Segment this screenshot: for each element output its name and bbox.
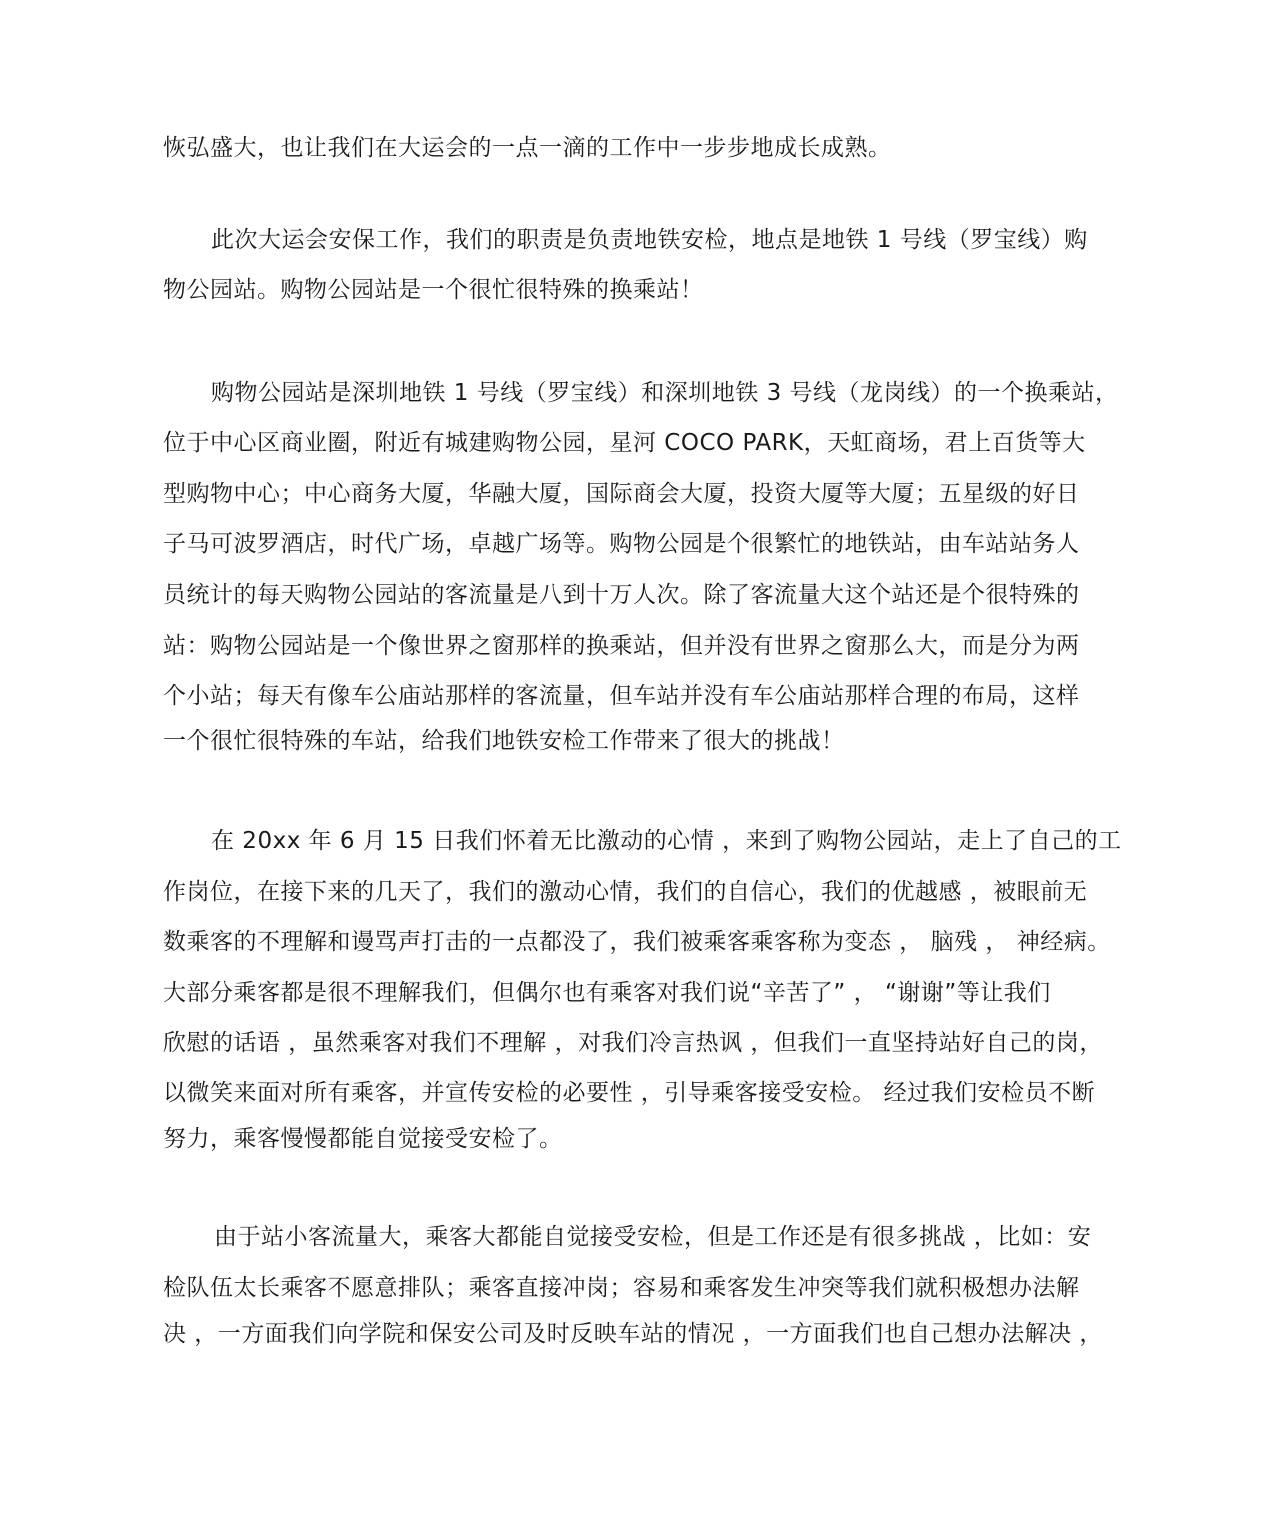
paragraph-3-line-4: 子马可波罗酒店，时代广场，卓越广场等。购物公园是个很繁忙的地铁站，由车站站务人 xyxy=(163,531,1080,557)
paragraph-2-line-1: 此次大运会安保工作，我们的职责是负责地铁安检，地点是地铁 1 号线（罗宝线）购 xyxy=(211,227,1088,253)
paragraph-4-line-1: 在 20xx 年 6 月 15 日我们怀着无比激动的心情 ，来到了购物公园站，走上了自己的工 xyxy=(211,828,1122,854)
paragraph-3-line-6: 站：购物公园站是一个像世界之窗那样的换乘站，但并没有世界之窗那么大，而是分为两 xyxy=(163,633,1080,659)
paragraph-2-line-2: 物公园站。购物公园站是一个很忙很特殊的换乘站！ xyxy=(163,277,704,303)
paragraph-4-line-7: 努力，乘客慢慢都能自觉接受安检了。 xyxy=(163,1126,563,1152)
paragraph-4-line-2: 作岗位，在接下来的几天了，我们的激动心情，我们的自信心，我们的优越感 ，被眼前无 xyxy=(163,879,1088,905)
paragraph-1-line-1: 恢弘盛大，也让我们在大运会的一点一滴的工作中一步步地成长成熟。 xyxy=(163,135,892,161)
paragraph-3-line-1: 购物公园站是深圳地铁 1 号线（罗宝线）和深圳地铁 3 号线（龙岗线）的一个换乘站， xyxy=(211,380,1119,406)
paragraph-3-line-8: 一个很忙很特殊的车站，给我们地铁安检工作带来了很大的挑战！ xyxy=(163,728,845,754)
paragraph-4-line-6: 以微笑来面对所有乘客，并宣传安检的必要性 ，引导乘客接受安检。 经过我们安检员不断 xyxy=(163,1080,1096,1106)
paragraph-3-line-7: 个小站；每天有像车公庙站那样的客流量，但车站并没有车公庙站那样合理的布局，这样 xyxy=(163,683,1080,709)
paragraph-4-line-3: 数乘客的不理解和谩骂声打击的一点都没了，我们被乘客乘客称为变态 ， 脑残 ， 神经病。 xyxy=(163,929,1111,955)
paragraph-3-line-5: 员统计的每天购物公园站的客流量是八到十万人次。除了客流量大这个站还是个很特殊的 xyxy=(163,582,1080,608)
paragraph-4-line-5: 欣慰的话语 ，虽然乘客对我们不理解 ，对我们冷言热讽 ，但我们一直坚持站好自己的岗， xyxy=(163,1030,1103,1056)
paragraph-3-line-2: 位于中心区商业圈，附近有城建购物公园，星河 COCO PARK，天虹商场，君上百货等大 xyxy=(163,430,1086,456)
paragraph-3-line-3: 型购物中心；中心商务大厦，华融大厦，国际商会大厦，投资大厦等大厦；五星级的好日 xyxy=(163,481,1080,507)
paragraph-5-line-3: 决 ，一方面我们向学院和保安公司及时反映车站的情况 ，一方面我们也自己想办法解决 ， xyxy=(163,1321,1103,1347)
paragraph-5-line-1: 由于站小客流量大，乘客大都能自觉接受安检，但是工作还是有很多挑战 ，比如：安 xyxy=(214,1224,1092,1250)
paragraph-5-line-2: 检队伍太长乘客不愿意排队；乘客直接冲岗；容易和乘客发生冲突等我们就积极想办法解 xyxy=(163,1275,1080,1301)
paragraph-4-line-4: 大部分乘客都是很不理解我们，但偶尔也有乘客对我们说“辛苦了” ， “谢谢”等让我们 xyxy=(163,980,1051,1006)
